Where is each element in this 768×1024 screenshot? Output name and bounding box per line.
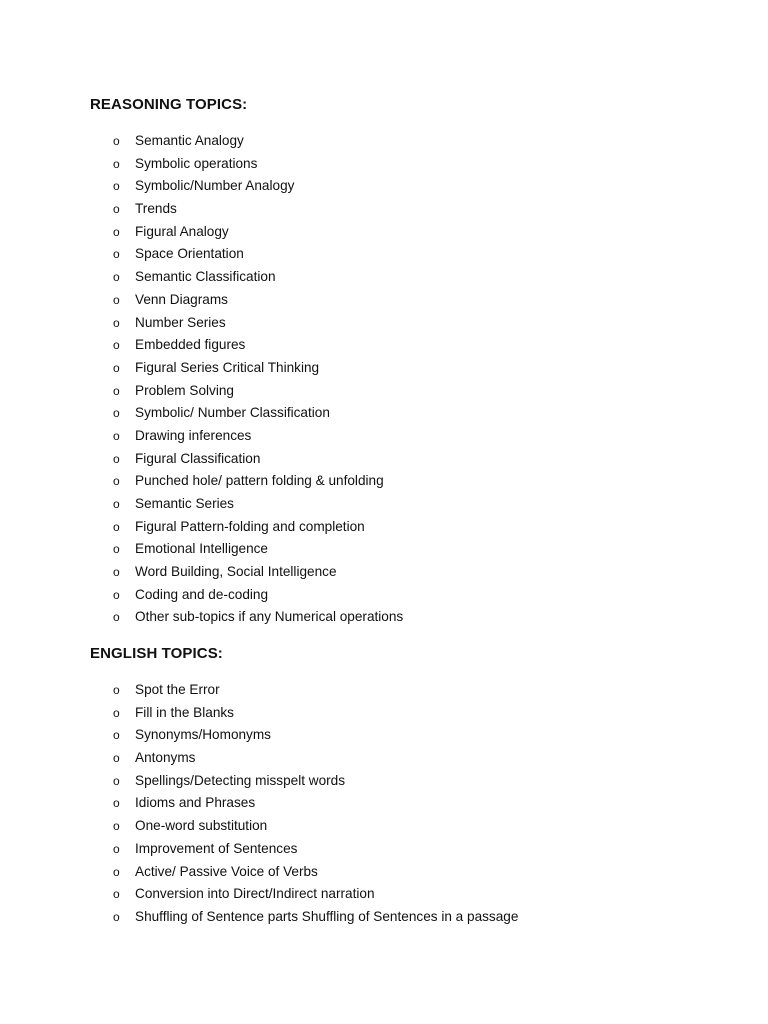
list-item-label: Semantic Series (135, 496, 234, 511)
list-item-label: Coding and de-coding (135, 586, 269, 602)
list-item (90, 243, 730, 266)
english-heading: ENGLISH TOPICS: (90, 645, 223, 662)
bullet-icon: o (113, 587, 120, 602)
list-item-label: Other sub-topics if any Numerical operations (135, 609, 404, 625)
bullet-icon: o (113, 428, 120, 443)
list-item-label: One-word substitution (135, 818, 268, 834)
bullet-icon: o (113, 474, 120, 489)
bullet-icon: o (113, 683, 120, 697)
bullet-icon: o (113, 270, 120, 285)
list-item (90, 906, 730, 929)
list-item (90, 770, 730, 793)
list-item (90, 175, 730, 198)
bullet-icon: o (113, 773, 120, 788)
list-item-label: Symbolic operations (135, 155, 258, 171)
list-item (90, 724, 730, 747)
list-item (90, 702, 730, 725)
bullet-icon: o (113, 315, 120, 330)
bullet-icon: o (113, 542, 120, 557)
english-topic-list (90, 679, 730, 929)
list-item-label: Conversion into Direct/Indirect narration (135, 886, 375, 902)
list-item-label: Symbolic/ Number Classification (135, 405, 330, 421)
list-item-label: Shuffling of Sentence parts Shuffling of Sentences in a passage (135, 908, 519, 924)
bullet-icon: o (113, 383, 120, 398)
list-item-label: Punched hole/ pattern folding & unfolding (135, 473, 384, 489)
bullet-icon: o (113, 565, 120, 580)
list-item-label: Spellings/Detecting misspelt words (135, 772, 346, 788)
list-item-label: Fill in the Blanks (135, 704, 234, 720)
list-item (90, 584, 730, 607)
bullet-icon: o (113, 841, 120, 856)
list-item (90, 153, 730, 176)
list-item (90, 448, 730, 471)
list-item-label: Number Series (135, 314, 226, 330)
list-item-label: Semantic Classification (135, 269, 276, 285)
bullet-icon: o (113, 451, 120, 466)
list-item (90, 380, 730, 403)
list-item-label: Problem Solving (135, 382, 234, 398)
list-item (90, 130, 730, 153)
reasoning-section (90, 94, 730, 629)
list-item-label: Drawing inferences (135, 427, 252, 443)
list-item (90, 516, 730, 539)
bullet-icon: o (113, 728, 120, 743)
bullet-icon: o (113, 497, 120, 511)
bullet-icon: o (113, 864, 120, 879)
bullet-icon: o (113, 705, 120, 720)
list-item (90, 312, 730, 335)
bullet-icon: o (113, 406, 120, 421)
bullet-icon: o (113, 519, 120, 534)
list-item-label: Idioms and Phrases (135, 795, 256, 811)
list-item-label: Spot the Error (135, 682, 220, 697)
bullet-icon: o (113, 338, 120, 353)
bullet-icon: o (113, 360, 120, 375)
list-item (90, 266, 730, 289)
list-item-label: Figural Analogy (135, 223, 229, 239)
list-item-label: Improvement of Sentences (135, 840, 298, 856)
list-item-label: Figural Classification (135, 450, 261, 466)
list-item (90, 357, 730, 380)
list-item (90, 334, 730, 357)
bullet-icon: o (113, 202, 120, 217)
bullet-icon: o (113, 179, 120, 194)
bullet-icon: o (113, 819, 120, 834)
list-item-label: Active/ Passive Voice of Verbs (135, 863, 318, 879)
bullet-icon: o (113, 224, 120, 239)
bullet-icon: o (113, 292, 120, 307)
list-item (90, 561, 730, 584)
list-item-label: Symbolic/Number Analogy (135, 178, 295, 194)
bullet-icon: o (113, 796, 120, 811)
reasoning-topic-list (90, 130, 730, 629)
reasoning-heading: REASONING TOPICS: (90, 96, 248, 113)
list-item (90, 606, 730, 629)
bullet-icon: o (113, 610, 120, 625)
list-item (90, 470, 730, 493)
list-item (90, 861, 730, 884)
list-item-label: Figural Pattern-folding and completion (135, 518, 365, 534)
list-item (90, 815, 730, 838)
list-item-label: Space Orientation (135, 246, 244, 262)
list-item-label: Synonyms/Homonyms (135, 727, 271, 743)
list-item (90, 538, 730, 561)
english-section (90, 643, 730, 929)
bullet-icon: o (113, 887, 120, 902)
bullet-icon: o (113, 247, 120, 262)
bullet-icon: o (113, 909, 120, 924)
list-item-label: Emotional Intelligence (135, 541, 268, 557)
list-item-label: Trends (135, 201, 177, 217)
list-item-label: Semantic Analogy (135, 133, 244, 148)
list-item (90, 792, 730, 815)
list-item-label: Word Building, Social Intelligence (135, 564, 337, 580)
list-item (90, 747, 730, 770)
list-item (90, 679, 730, 702)
list-item-label: Antonyms (135, 750, 196, 766)
list-item (90, 883, 730, 906)
bullet-icon: o (113, 751, 120, 766)
list-item (90, 493, 730, 516)
bullet-icon: o (113, 134, 120, 148)
list-item-label: Venn Diagrams (135, 291, 228, 307)
list-item (90, 838, 730, 861)
list-item-label: Embedded figures (135, 337, 246, 353)
list-item (90, 198, 730, 221)
list-item (90, 221, 730, 244)
list-item-label: Figural Series Critical Thinking (135, 359, 320, 375)
list-item (90, 402, 730, 425)
list-item (90, 289, 730, 312)
bullet-icon: o (113, 156, 120, 171)
list-item (90, 425, 730, 448)
